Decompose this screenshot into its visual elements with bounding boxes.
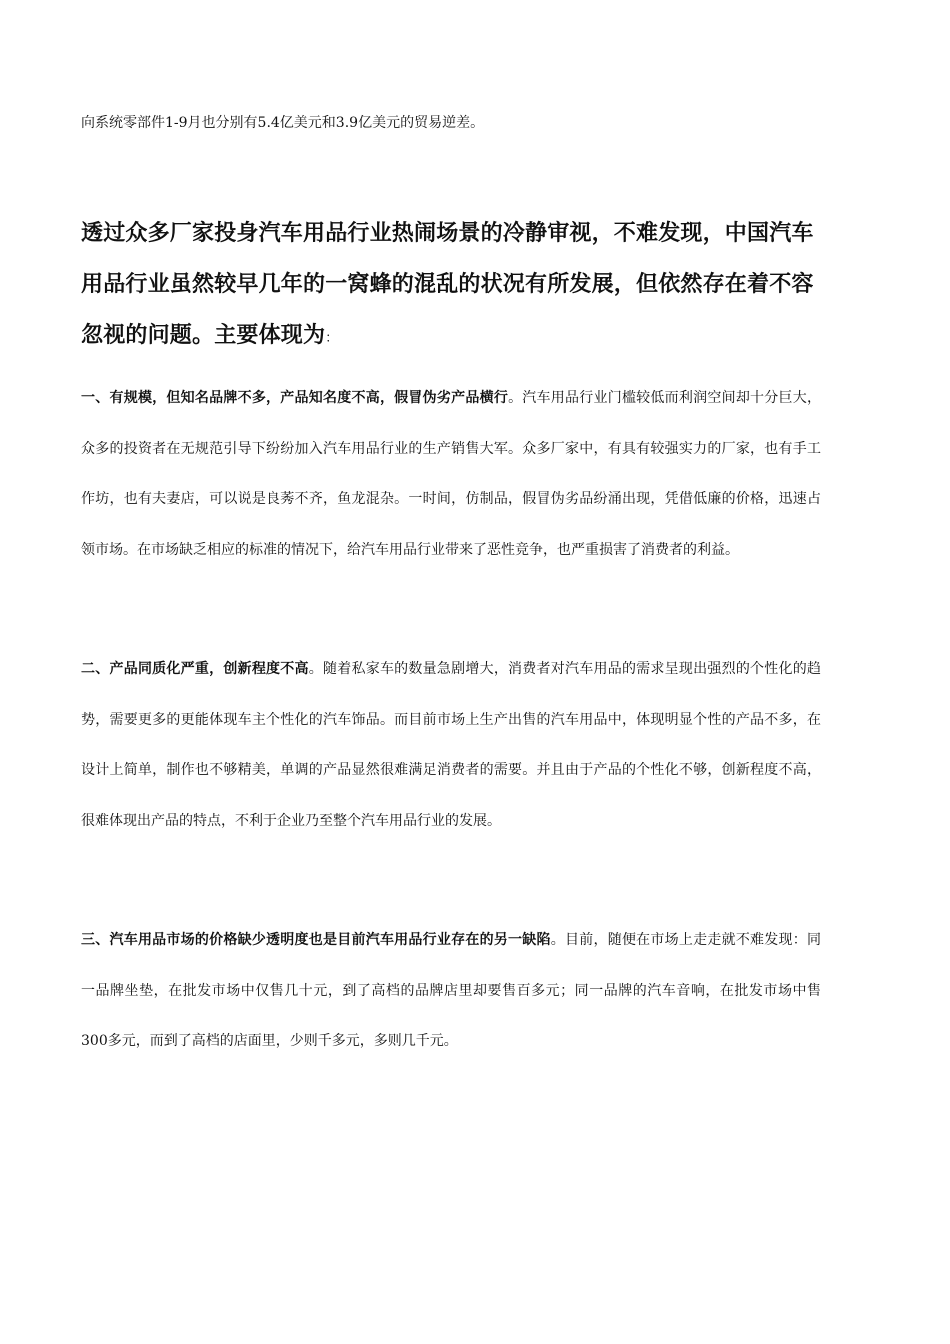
section-heading-text: 透过众多厂家投身汽车用品行业热闹场景的冷静审视，不难发现，中国汽车用品行业虽然较早几年的一窝蜂的混乱的状况有所发展，但依然存在着不容忽视的问题。主要体现为 [81, 221, 814, 348]
paragraph-2 [81, 644, 821, 846]
paragraph-1 [81, 373, 821, 575]
paragraph-3-lead: 三、汽车用品市场的价格缺少透明度也是目前汽车用品行业存在的另一缺陷 [81, 932, 551, 948]
paragraph-3 [81, 915, 821, 1067]
intro-line: 向系统零部件1-9月也分别有5.4亿美元和3.9亿美元的贸易逆差。 [81, 115, 485, 131]
section-heading-colon: ： [325, 331, 339, 346]
paragraph-3-body: 。目前，随便在市场上走走就不难发现：同一品牌坐垫，在批发市场中仅售几十元，到了高档的品牌店里却要售百多元；同一品牌的汽车音响，在批发市场中售300多元，而到了高档的店面里，少则千多元，多则几千元。 [81, 932, 821, 1049]
paragraph-2-body: 。随着私家车的数量急剧增大，消费者对汽车用品的需求呈现出强烈的个性化的趋势，需要更多的更能体现车主个性化的汽车饰品。而目前市场上生产出售的汽车用品中，体现明显个性的产品不多，在设计上简单，制作也不够精美，单调的产品显然很难满足消费者的需要。并且由于产品的个性化不够，创新程度不高，很难体现出产品的特点，不利于企业乃至整个汽车用品行业的发展。 [81, 661, 821, 829]
section-heading [81, 208, 821, 364]
paragraph-1-lead: 一、有规模，但知名品牌不多，产品知名度不高，假冒伪劣产品横行 [81, 390, 509, 406]
paragraph-2-lead: 二、产品同质化严重，创新程度不高 [81, 661, 309, 677]
paragraph-1-body: 。汽车用品行业门槛较低而利润空间却十分巨大，众多的投资者在无规范引导下纷纷加入汽车用品行业的生产销售大军。众多厂家中，有具有较强实力的厂家，也有手工作坊，也有夫妻店，可以说是良莠不齐，鱼龙混杂。一时间，仿制品，假冒伪劣品纷涌出现，凭借低廉的价格，迅速占领市场。在市场缺乏相应的标准的情况下，给汽车用品行业带来了恶性竞争，也严重损害了消费者的利益。 [81, 390, 822, 558]
